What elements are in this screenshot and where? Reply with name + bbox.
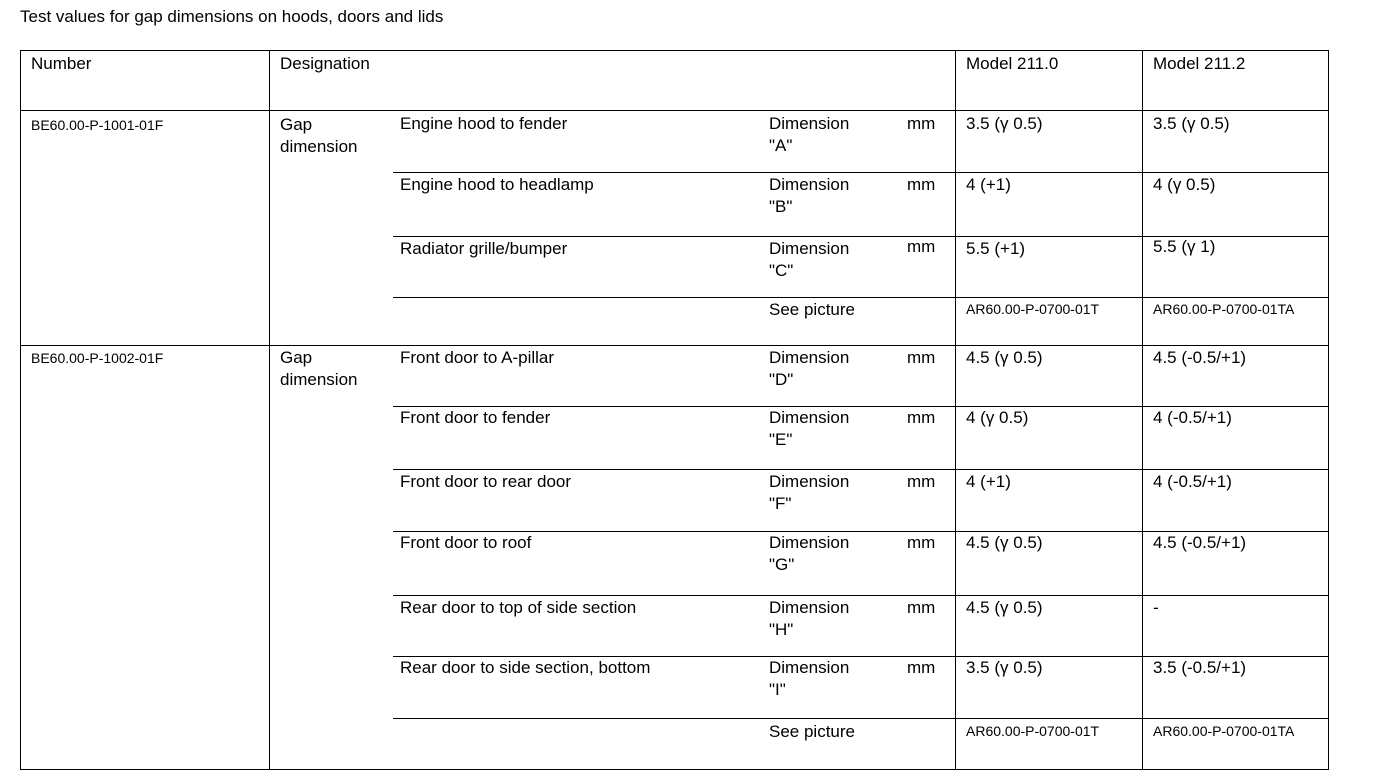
value-model-211-0: 4 (+1) — [966, 472, 1011, 491]
value-model-211-0: 4 (γ 0.5) — [966, 408, 1029, 427]
value-model-211-0: 4 (+1) — [966, 175, 1011, 194]
dimension-letter: "I" — [769, 680, 786, 699]
unit: mm — [907, 658, 936, 677]
document-title: Test values for gap dimensions on hoods, doors and lids — [20, 7, 444, 26]
gap-label: Gap — [280, 348, 313, 367]
dimension-letter: "A" — [769, 136, 793, 155]
unit: mm — [907, 472, 936, 491]
group-number: BE60.00-P-1002-01F — [31, 350, 164, 366]
row-description: Front door to fender — [400, 408, 551, 427]
value-model-211-2: 4.5 (-0.5/+1) — [1153, 348, 1247, 367]
dimension-label: Dimension — [769, 348, 850, 367]
value-model-211-0: 4.5 (γ 0.5) — [966, 348, 1043, 367]
value-model-211-2: 3.5 (-0.5/+1) — [1153, 658, 1247, 677]
value-model-211-2: 4 (γ 0.5) — [1153, 175, 1216, 194]
group-divider — [20, 345, 1329, 346]
row-divider — [393, 297, 1329, 298]
value-model-211-2: - — [1153, 598, 1159, 617]
value-model-211-2: 5.5 (γ 1) — [1153, 237, 1216, 256]
dimension-letter: "G" — [769, 555, 795, 574]
picture-ref-model-211-2: AR60.00-P-0700-01TA — [1153, 301, 1295, 317]
picture-ref-model-211-0: AR60.00-P-0700-01T — [966, 301, 1100, 317]
dimension-letter: "E" — [769, 430, 793, 449]
header-divider — [20, 110, 1329, 111]
row-description: Engine hood to fender — [400, 114, 568, 133]
unit: mm — [907, 114, 936, 133]
row-description: Rear door to side section, bottom — [400, 658, 651, 677]
see-picture-label: See picture — [769, 722, 855, 741]
row-divider — [393, 718, 1329, 719]
col-divider-number — [269, 50, 270, 770]
row-description: Radiator grille/bumper — [400, 239, 568, 258]
dimension-letter: "D" — [769, 370, 794, 389]
unit: mm — [907, 348, 936, 367]
group-number: BE60.00-P-1001-01F — [31, 117, 164, 133]
col-divider-model-b — [1142, 50, 1143, 770]
dimension-letter: "B" — [769, 197, 793, 216]
dimension-label: Dimension — [769, 533, 850, 552]
row-description: Front door to roof — [400, 533, 532, 552]
header-number: Number — [31, 54, 92, 73]
row-description: Rear door to top of side section — [400, 598, 637, 617]
row-divider — [393, 469, 1329, 470]
gap-dimensions-table — [20, 50, 1329, 770]
dimension-label: Dimension — [769, 598, 850, 617]
value-model-211-2: 4.5 (-0.5/+1) — [1153, 533, 1247, 552]
value-model-211-0: 4.5 (γ 0.5) — [966, 598, 1043, 617]
dimension-label: Dimension — [769, 408, 850, 427]
col-divider-model-a — [955, 50, 956, 770]
row-description: Front door to A-pillar — [400, 348, 555, 367]
value-model-211-2: 3.5 (γ 0.5) — [1153, 114, 1230, 133]
dimension-label: Dimension — [769, 114, 850, 133]
value-model-211-0: 3.5 (γ 0.5) — [966, 658, 1043, 677]
table-border-right — [1328, 50, 1329, 770]
dimension-label: Dimension — [769, 239, 850, 258]
value-model-211-2: 4 (-0.5/+1) — [1153, 472, 1232, 491]
unit: mm — [907, 598, 936, 617]
table-border-bottom — [20, 769, 1329, 770]
see-picture-label: See picture — [769, 300, 855, 319]
dimension-label: Dimension — [769, 472, 850, 491]
table-border-top — [20, 50, 1329, 51]
dimension-letter: "H" — [769, 620, 794, 639]
unit: mm — [907, 175, 936, 194]
unit: mm — [907, 237, 936, 256]
dimension-letter: "C" — [769, 261, 794, 280]
unit: mm — [907, 533, 936, 552]
unit: mm — [907, 408, 936, 427]
value-model-211-2: 4 (-0.5/+1) — [1153, 408, 1232, 427]
dimension-label: Dimension — [769, 175, 850, 194]
row-divider — [393, 172, 1329, 173]
value-model-211-0: 3.5 (γ 0.5) — [966, 114, 1043, 133]
gap-label: dimension — [280, 370, 358, 389]
row-divider — [393, 595, 1329, 596]
header-designation: Designation — [280, 54, 370, 73]
header-model-211-0: Model 211.0 — [966, 54, 1059, 73]
picture-ref-model-211-2: AR60.00-P-0700-01TA — [1153, 723, 1295, 739]
gap-label: dimension — [280, 137, 358, 156]
value-model-211-0: 5.5 (+1) — [966, 239, 1026, 258]
dimension-letter: "F" — [769, 494, 792, 513]
gap-label: Gap — [280, 115, 313, 134]
row-description: Front door to rear door — [400, 472, 572, 491]
dimension-label: Dimension — [769, 658, 850, 677]
row-description: Engine hood to headlamp — [400, 175, 594, 194]
table-border-left — [20, 50, 21, 770]
header-model-211-2: Model 211.2 — [1153, 54, 1246, 73]
picture-ref-model-211-0: AR60.00-P-0700-01T — [966, 723, 1100, 739]
value-model-211-0: 4.5 (γ 0.5) — [966, 533, 1043, 552]
